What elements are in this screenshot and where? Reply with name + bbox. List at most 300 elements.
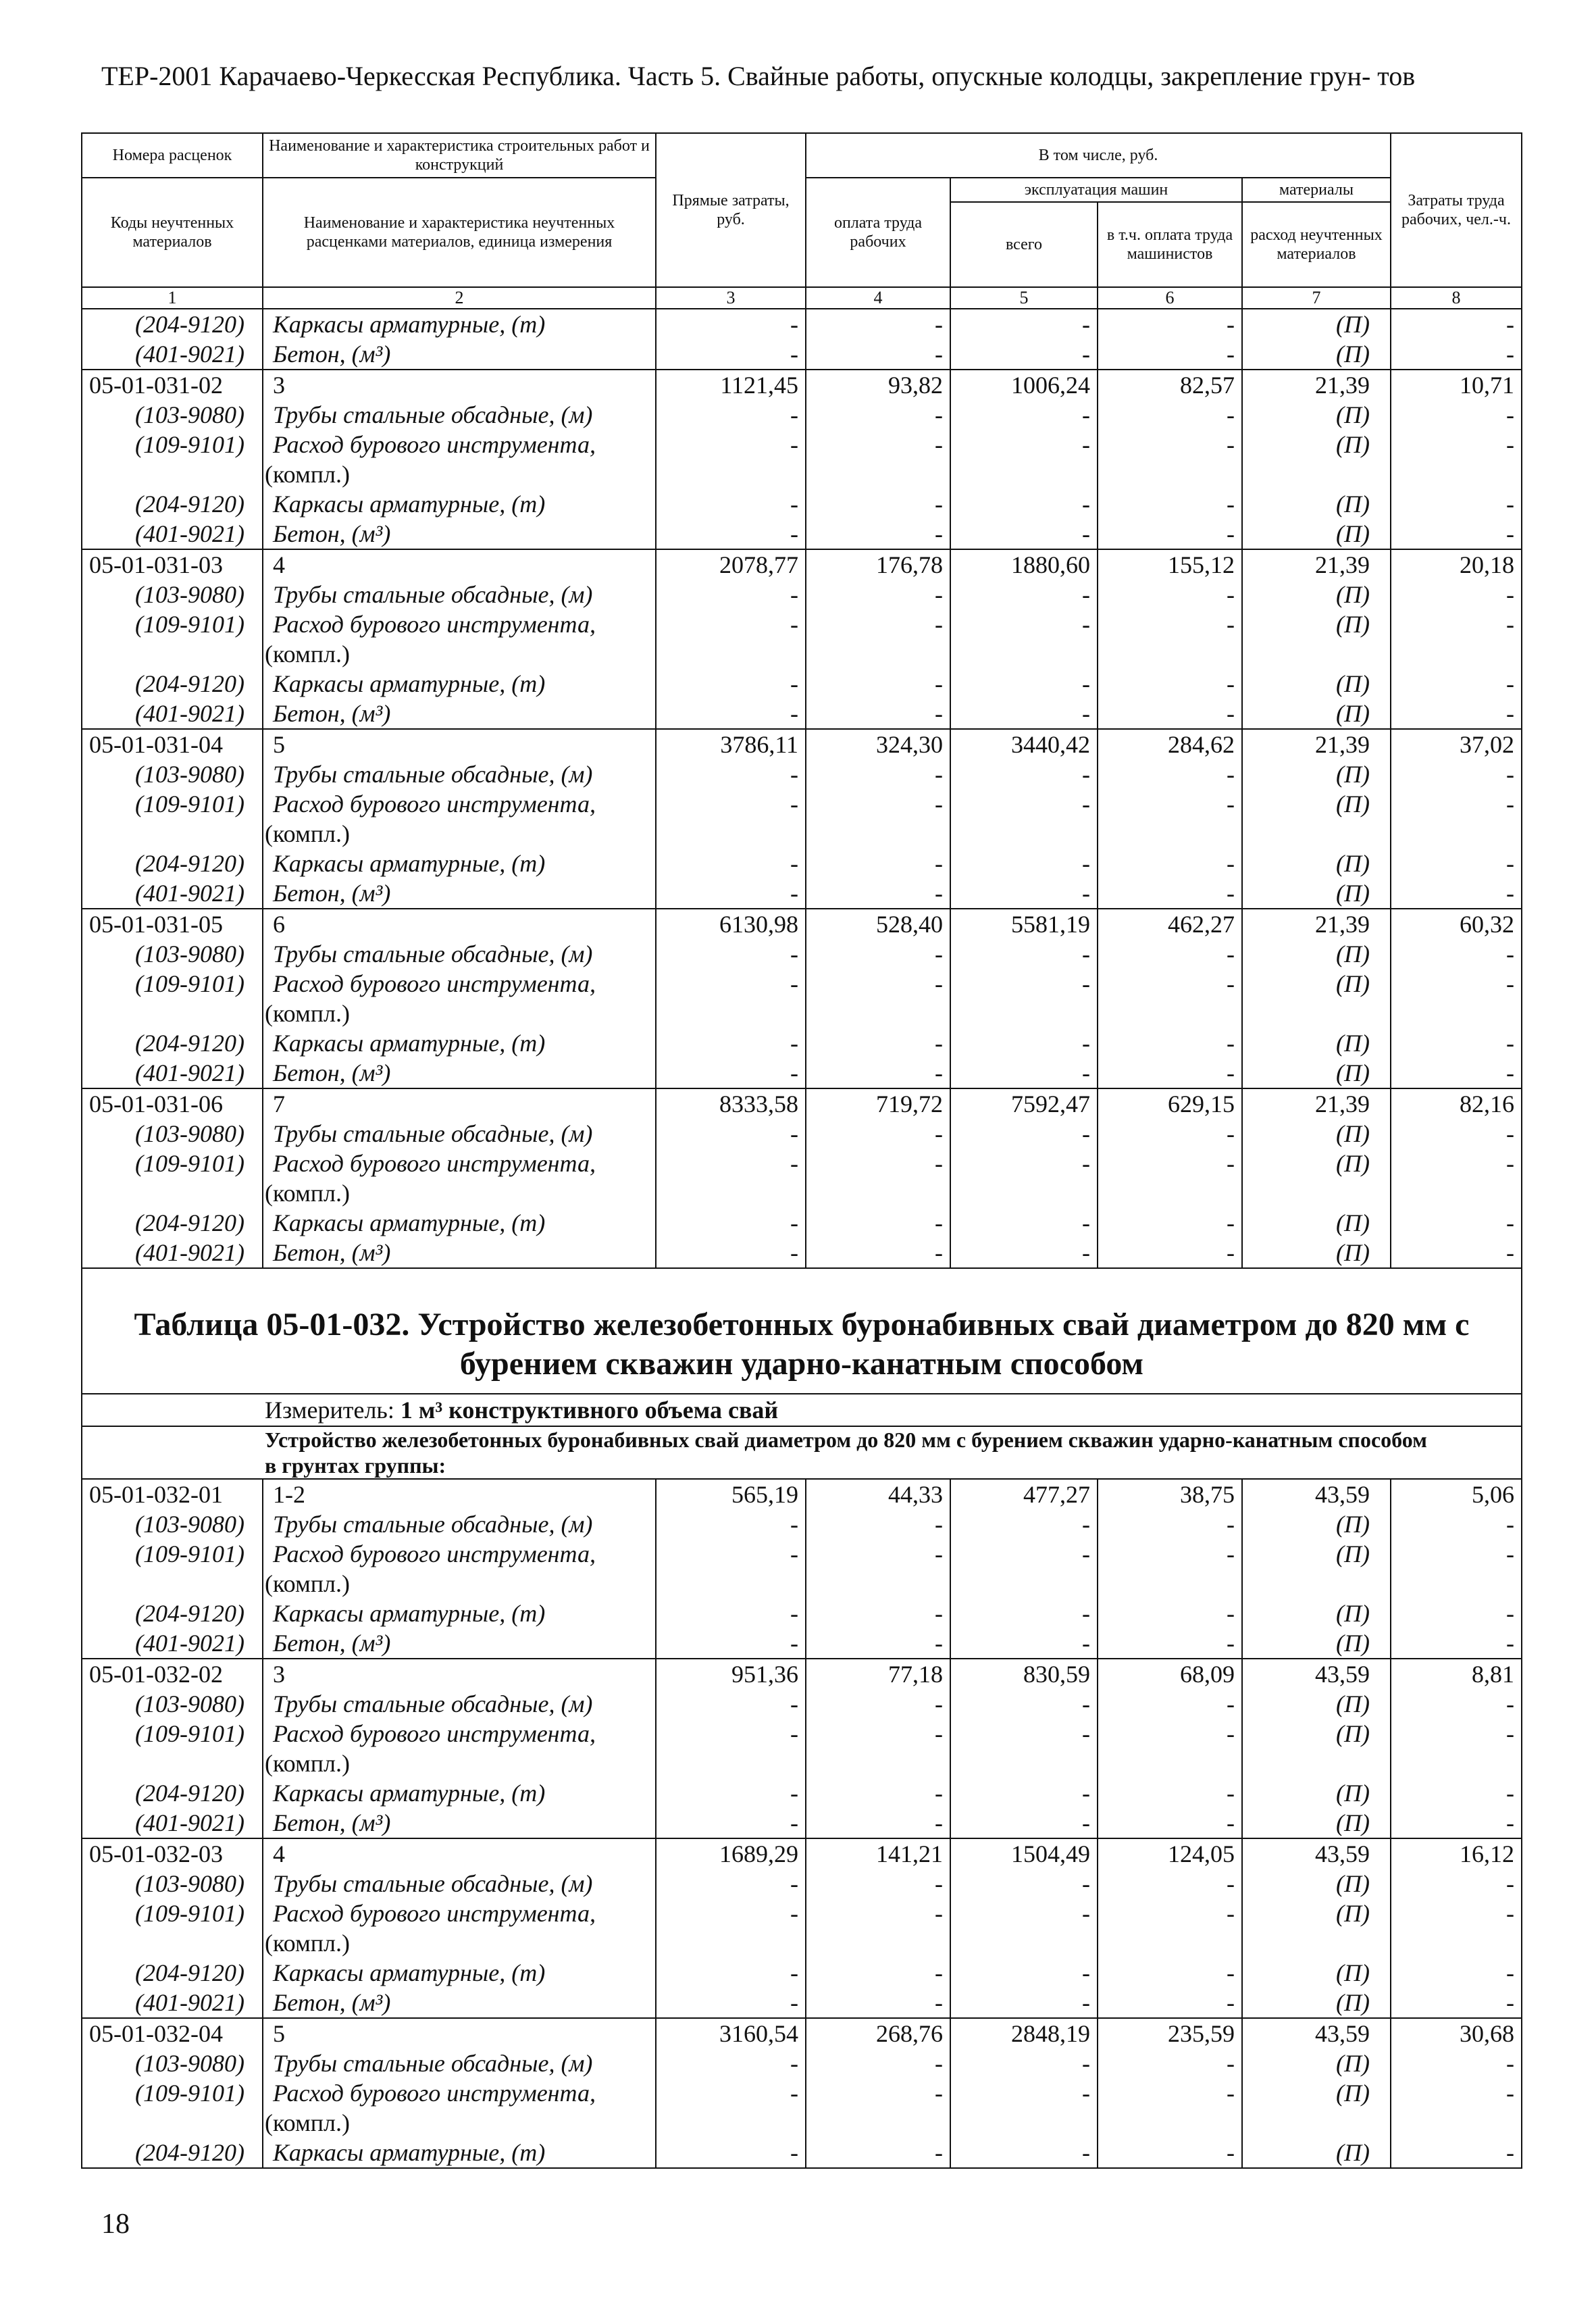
material-row <box>82 519 1522 549</box>
direct-costs-cell: - <box>656 1058 806 1088</box>
code-cell: (109-9101) <box>82 789 263 819</box>
materials-cell: (П) <box>1242 1869 1391 1898</box>
machines-total-cell <box>950 819 1098 849</box>
code-cell <box>82 1928 263 1958</box>
machinists-pay-cell: 235,59 <box>1098 2018 1242 2048</box>
name-cell: 6 <box>263 909 656 939</box>
machines-total-cell: - <box>950 1149 1098 1178</box>
direct-costs-cell <box>656 459 806 489</box>
direct-costs-cell <box>656 819 806 849</box>
machinists-pay-cell: - <box>1098 609 1242 639</box>
material-row <box>82 639 1522 669</box>
name-cell: (компл.) <box>263 639 656 669</box>
material-row <box>82 1958 1522 1988</box>
materials-cell: (П) <box>1242 1958 1391 1988</box>
labor-pay-cell: - <box>806 489 950 519</box>
labor-costs-cell: - <box>1391 2078 1522 2108</box>
materials-cell: (П) <box>1242 519 1391 549</box>
name-cell: Трубы стальные обсадные, (м) <box>263 1869 656 1898</box>
materials-cell: (П) <box>1242 400 1391 430</box>
machinists-pay-cell: - <box>1098 1028 1242 1058</box>
labor-pay-cell: 176,78 <box>806 549 950 580</box>
labor-costs-cell: - <box>1391 669 1522 699</box>
materials-cell: (П) <box>1242 2048 1391 2078</box>
labor-pay-cell <box>806 459 950 489</box>
labor-costs-cell: 16,12 <box>1391 1838 1522 1869</box>
labor-pay-cell: - <box>806 1238 950 1268</box>
machines-total-cell: 3440,42 <box>950 729 1098 759</box>
machines-total-cell <box>950 1178 1098 1208</box>
material-row <box>82 1749 1522 1778</box>
materials-cell: 43,59 <box>1242 1479 1391 1509</box>
material-row <box>82 1238 1522 1268</box>
machinists-pay-cell <box>1098 639 1242 669</box>
labor-pay-cell: - <box>806 1808 950 1838</box>
name-cell: Трубы стальные обсадные, (м) <box>263 1509 656 1539</box>
labor-pay-cell: - <box>806 2078 950 2108</box>
machinists-pay-cell: 462,27 <box>1098 909 1242 939</box>
machines-total-cell <box>950 1749 1098 1778</box>
labor-costs-cell: - <box>1391 489 1522 519</box>
direct-costs-cell: - <box>656 1628 806 1659</box>
materials-cell: (П) <box>1242 339 1391 370</box>
name-cell: Расход бурового инструмента, <box>263 2078 656 2108</box>
direct-costs-cell <box>656 1569 806 1599</box>
code-cell <box>82 1178 263 1208</box>
name-cell: Бетон, (м³) <box>263 1058 656 1088</box>
page-header: ТЕР-2001 Карачаево-Черкесская Республика. Часть 5. Свайные работы, опускные колодцы, закрепление грун- тов <box>101 61 1416 91</box>
machinists-pay-cell: - <box>1098 580 1242 609</box>
machines-total-cell <box>950 1928 1098 1958</box>
material-row <box>82 580 1522 609</box>
labor-costs-cell <box>1391 459 1522 489</box>
materials-cell: 21,39 <box>1242 370 1391 400</box>
machines-total-cell: - <box>950 789 1098 819</box>
material-row <box>82 489 1522 519</box>
name-cell: (компл.) <box>263 1928 656 1958</box>
direct-costs-cell: - <box>656 789 806 819</box>
price-table-container <box>81 132 1521 2169</box>
name-cell: (компл.) <box>263 1749 656 1778</box>
labor-pay-cell <box>806 999 950 1028</box>
machinists-pay-cell: - <box>1098 309 1242 339</box>
labor-pay-cell <box>806 639 950 669</box>
direct-costs-cell: - <box>656 1778 806 1808</box>
code-cell: (103-9080) <box>82 1869 263 1898</box>
machines-total-cell: 1880,60 <box>950 549 1098 580</box>
machines-total-cell: - <box>950 430 1098 459</box>
code-cell: 05-01-031-02 <box>82 370 263 400</box>
materials-cell <box>1242 1749 1391 1778</box>
labor-costs-cell: - <box>1391 789 1522 819</box>
machinists-pay-cell: - <box>1098 969 1242 999</box>
materials-cell: (П) <box>1242 1988 1391 2018</box>
labor-costs-cell: - <box>1391 1539 1522 1569</box>
materials-cell: (П) <box>1242 1808 1391 1838</box>
name-cell: Трубы стальные обсадные, (м) <box>263 1119 656 1149</box>
code-cell: (204-9120) <box>82 489 263 519</box>
direct-costs-cell: 2078,77 <box>656 549 806 580</box>
name-cell: Трубы стальные обсадные, (м) <box>263 1689 656 1719</box>
direct-costs-cell: - <box>656 1898 806 1928</box>
code-cell <box>82 2108 263 2138</box>
machinists-pay-cell: - <box>1098 2138 1242 2168</box>
machinists-pay-cell: - <box>1098 1719 1242 1749</box>
machines-total-cell: - <box>950 580 1098 609</box>
column-number: 4 <box>806 287 950 309</box>
name-cell: (компл.) <box>263 1178 656 1208</box>
labor-pay-cell: - <box>806 878 950 909</box>
name-cell: Расход бурового инструмента, <box>263 1898 656 1928</box>
machinists-pay-cell: - <box>1098 1898 1242 1928</box>
labor-costs-cell: - <box>1391 1028 1522 1058</box>
machinists-pay-cell: 155,12 <box>1098 549 1242 580</box>
code-cell: (103-9080) <box>82 759 263 789</box>
labor-pay-cell: - <box>806 699 950 729</box>
labor-costs-cell: 30,68 <box>1391 2018 1522 2048</box>
direct-costs-cell: - <box>656 519 806 549</box>
code-cell: (401-9021) <box>82 1628 263 1659</box>
name-cell: Каркасы арматурные, (т) <box>263 849 656 878</box>
labor-costs-cell <box>1391 1749 1522 1778</box>
materials-cell: (П) <box>1242 1898 1391 1928</box>
labor-costs-cell: - <box>1391 1719 1522 1749</box>
rate-row <box>82 1838 1522 1869</box>
machinists-pay-cell: 38,75 <box>1098 1479 1242 1509</box>
labor-pay-cell: - <box>806 609 950 639</box>
material-row <box>82 2108 1522 2138</box>
machines-total-cell: - <box>950 2078 1098 2108</box>
direct-costs-cell: - <box>656 878 806 909</box>
machinists-pay-cell: - <box>1098 400 1242 430</box>
rate-row <box>82 370 1522 400</box>
machinists-pay-cell <box>1098 1749 1242 1778</box>
machinists-pay-cell: 629,15 <box>1098 1088 1242 1119</box>
name-cell: Бетон, (м³) <box>263 339 656 370</box>
machines-total-cell: - <box>950 1719 1098 1749</box>
code-cell <box>82 639 263 669</box>
measure-unit-row <box>82 1394 1522 1426</box>
materials-cell: (П) <box>1242 1149 1391 1178</box>
machines-total-cell: - <box>950 849 1098 878</box>
code-cell: (109-9101) <box>82 2078 263 2108</box>
machines-total-cell <box>950 1569 1098 1599</box>
materials-cell: 21,39 <box>1242 549 1391 580</box>
labor-pay-cell <box>806 819 950 849</box>
code-cell: (401-9021) <box>82 699 263 729</box>
materials-cell: 43,59 <box>1242 1659 1391 1689</box>
code-cell: 05-01-031-05 <box>82 909 263 939</box>
name-cell: Каркасы арматурные, (т) <box>263 309 656 339</box>
materials-cell: (П) <box>1242 789 1391 819</box>
material-row <box>82 1569 1522 1599</box>
material-row <box>82 759 1522 789</box>
name-cell: 3 <box>263 370 656 400</box>
labor-costs-cell: - <box>1391 1958 1522 1988</box>
labor-costs-cell: 8,81 <box>1391 1659 1522 1689</box>
labor-costs-cell: - <box>1391 1869 1522 1898</box>
machines-total-cell: - <box>950 1869 1098 1898</box>
code-cell <box>82 1749 263 1778</box>
name-cell: Трубы стальные обсадные, (м) <box>263 580 656 609</box>
labor-costs-cell: - <box>1391 969 1522 999</box>
machines-total-cell: - <box>950 1539 1098 1569</box>
material-row <box>82 1208 1522 1238</box>
labor-costs-cell: 20,18 <box>1391 549 1522 580</box>
measure-unit-value: 1 м³ конструктивного объема свай <box>400 1397 779 1424</box>
materials-cell: (П) <box>1242 2138 1391 2168</box>
name-cell: 1-2 <box>263 1479 656 1509</box>
work-description-row <box>82 1426 1522 1479</box>
material-row <box>82 1898 1522 1928</box>
materials-cell: (П) <box>1242 1719 1391 1749</box>
name-cell: Бетон, (м³) <box>263 1808 656 1838</box>
direct-costs-cell: - <box>656 430 806 459</box>
materials-cell: (П) <box>1242 430 1391 459</box>
direct-costs-cell <box>656 1928 806 1958</box>
labor-costs-cell <box>1391 1178 1522 1208</box>
direct-costs-cell: - <box>656 759 806 789</box>
labor-costs-cell: - <box>1391 1988 1522 2018</box>
materials-cell: (П) <box>1242 1058 1391 1088</box>
code-cell: (204-9120) <box>82 849 263 878</box>
machinists-pay-cell <box>1098 999 1242 1028</box>
materials-cell: (П) <box>1242 1689 1391 1719</box>
labor-costs-cell: - <box>1391 1778 1522 1808</box>
direct-costs-cell <box>656 1178 806 1208</box>
labor-costs-cell <box>1391 999 1522 1028</box>
direct-costs-cell: - <box>656 849 806 878</box>
labor-pay-cell: - <box>806 580 950 609</box>
machinists-pay-cell: - <box>1098 1778 1242 1808</box>
machines-total-cell: - <box>950 1689 1098 1719</box>
labor-costs-cell: - <box>1391 1599 1522 1628</box>
labor-costs-cell: - <box>1391 1238 1522 1268</box>
machinists-pay-cell: - <box>1098 1238 1242 1268</box>
labor-costs-cell: 10,71 <box>1391 370 1522 400</box>
code-cell <box>82 999 263 1028</box>
materials-cell: (П) <box>1242 489 1391 519</box>
code-cell: 05-01-031-06 <box>82 1088 263 1119</box>
code-cell <box>82 459 263 489</box>
column-number: 1 <box>82 287 263 309</box>
name-cell: Каркасы арматурные, (т) <box>263 1028 656 1058</box>
direct-costs-cell: 1121,45 <box>656 370 806 400</box>
code-cell: (204-9120) <box>82 1028 263 1058</box>
direct-costs-cell: - <box>656 1808 806 1838</box>
machinists-pay-cell <box>1098 819 1242 849</box>
machinists-pay-cell: - <box>1098 1119 1242 1149</box>
name-cell: Каркасы арматурные, (т) <box>263 489 656 519</box>
direct-costs-cell: - <box>656 1238 806 1268</box>
code-cell: (103-9080) <box>82 1689 263 1719</box>
machines-total-cell: - <box>950 489 1098 519</box>
materials-cell: 21,39 <box>1242 1088 1391 1119</box>
name-cell: Расход бурового инструмента, <box>263 1539 656 1569</box>
header-name-top: Наименование и характеристика строительных работ и конструкций <box>263 133 656 178</box>
labor-costs-cell: - <box>1391 1058 1522 1088</box>
labor-costs-cell: - <box>1391 2138 1522 2168</box>
labor-pay-cell <box>806 1569 950 1599</box>
labor-pay-cell <box>806 2108 950 2138</box>
code-cell: 05-01-032-04 <box>82 2018 263 2048</box>
material-row <box>82 1539 1522 1569</box>
material-row <box>82 400 1522 430</box>
material-row <box>82 1628 1522 1659</box>
header-name-bottom: Наименование и характеристика неучтенных расценками материалов, единица измерения <box>263 178 656 287</box>
labor-costs-cell <box>1391 639 1522 669</box>
labor-costs-cell: 60,32 <box>1391 909 1522 939</box>
code-cell: 05-01-032-02 <box>82 1659 263 1689</box>
machinists-pay-cell: - <box>1098 789 1242 819</box>
code-cell: (109-9101) <box>82 1719 263 1749</box>
material-row <box>82 609 1522 639</box>
material-row <box>82 1719 1522 1749</box>
header-direct-costs: Прямые затраты, руб. <box>656 133 806 287</box>
materials-cell: (П) <box>1242 669 1391 699</box>
header-machinists-pay: в т.ч. оплата труда машинистов <box>1098 202 1242 287</box>
name-cell: Трубы стальные обсадные, (м) <box>263 2048 656 2078</box>
direct-costs-cell: - <box>656 1028 806 1058</box>
code-cell: (204-9120) <box>82 1958 263 1988</box>
machines-total-cell: - <box>950 1208 1098 1238</box>
code-cell: (204-9120) <box>82 1778 263 1808</box>
code-cell: 05-01-031-03 <box>82 549 263 580</box>
machines-total-cell <box>950 2108 1098 2138</box>
machines-total-cell: - <box>950 2048 1098 2078</box>
labor-costs-cell: - <box>1391 309 1522 339</box>
materials-cell: (П) <box>1242 1028 1391 1058</box>
machines-total-cell: - <box>950 1778 1098 1808</box>
machinists-pay-cell: - <box>1098 759 1242 789</box>
labor-pay-cell: - <box>806 1778 950 1808</box>
table-section-title-row <box>82 1268 1522 1394</box>
code-cell: 05-01-032-01 <box>82 1479 263 1509</box>
code-cell <box>82 819 263 849</box>
direct-costs-cell: - <box>656 339 806 370</box>
machines-total-cell: - <box>950 1599 1098 1628</box>
code-cell: (109-9101) <box>82 1539 263 1569</box>
materials-cell <box>1242 999 1391 1028</box>
machinists-pay-cell: 284,62 <box>1098 729 1242 759</box>
direct-costs-cell <box>656 999 806 1028</box>
labor-pay-cell: - <box>806 339 950 370</box>
table-header <box>82 133 1522 309</box>
page-number: 18 <box>101 2209 130 2240</box>
code-cell: 05-01-032-03 <box>82 1838 263 1869</box>
material-row <box>82 339 1522 370</box>
material-row <box>82 1149 1522 1178</box>
labor-costs-cell: - <box>1391 1808 1522 1838</box>
rate-row <box>82 549 1522 580</box>
machines-total-cell: - <box>950 2138 1098 2168</box>
machinists-pay-cell <box>1098 1928 1242 1958</box>
labor-pay-cell: 324,30 <box>806 729 950 759</box>
name-cell: Бетон, (м³) <box>263 1988 656 2018</box>
measure-unit <box>82 1394 1522 1426</box>
material-row <box>82 1028 1522 1058</box>
materials-cell: (П) <box>1242 609 1391 639</box>
code-cell: (204-9120) <box>82 309 263 339</box>
labor-pay-cell: - <box>806 309 950 339</box>
code-cell: (103-9080) <box>82 2048 263 2078</box>
direct-costs-cell: - <box>656 400 806 430</box>
labor-costs-cell: - <box>1391 430 1522 459</box>
labor-pay-cell: - <box>806 1599 950 1628</box>
machines-total-cell <box>950 639 1098 669</box>
labor-costs-cell: - <box>1391 1119 1522 1149</box>
materials-cell: (П) <box>1242 699 1391 729</box>
machines-total-cell: - <box>950 1898 1098 1928</box>
machinists-pay-cell: - <box>1098 2078 1242 2108</box>
name-cell: Трубы стальные обсадные, (м) <box>263 400 656 430</box>
name-cell: (компл.) <box>263 2108 656 2138</box>
material-row <box>82 939 1522 969</box>
code-cell: (401-9021) <box>82 878 263 909</box>
table-section-title: Таблица 05-01-032. Устройство железобетонных буронабивных свай диаметром до 820 мм с бурением скважин ударно-канатным способом <box>82 1268 1522 1394</box>
name-cell: Бетон, (м³) <box>263 878 656 909</box>
materials-cell <box>1242 2108 1391 2138</box>
code-cell: (103-9080) <box>82 400 263 430</box>
name-cell: Бетон, (м³) <box>263 1238 656 1268</box>
direct-costs-cell: - <box>656 1958 806 1988</box>
machinists-pay-cell: - <box>1098 878 1242 909</box>
material-row <box>82 1808 1522 1838</box>
labor-pay-cell <box>806 1928 950 1958</box>
machines-total-cell: - <box>950 1628 1098 1659</box>
materials-cell: (П) <box>1242 878 1391 909</box>
material-row <box>82 1178 1522 1208</box>
material-row <box>82 669 1522 699</box>
labor-costs-cell: 5,06 <box>1391 1479 1522 1509</box>
machines-total-cell: - <box>950 939 1098 969</box>
labor-costs-cell: - <box>1391 759 1522 789</box>
machinists-pay-cell: 124,05 <box>1098 1838 1242 1869</box>
machines-total-cell: - <box>950 309 1098 339</box>
direct-costs-cell: - <box>656 969 806 999</box>
machinists-pay-cell: - <box>1098 430 1242 459</box>
machines-total-cell: - <box>950 519 1098 549</box>
column-number: 8 <box>1391 287 1522 309</box>
labor-pay-cell: - <box>806 1898 950 1928</box>
machinists-pay-cell: - <box>1098 2048 1242 2078</box>
header-code-bottom: Коды неучтенных материалов <box>82 178 263 287</box>
labor-costs-cell: - <box>1391 400 1522 430</box>
machines-total-cell: - <box>950 400 1098 430</box>
name-cell: 3 <box>263 1659 656 1689</box>
materials-cell: (П) <box>1242 1509 1391 1539</box>
direct-costs-cell: - <box>656 1509 806 1539</box>
column-numbers-row <box>82 287 1522 309</box>
work-description: Устройство железобетонных буронабивных свай диаметром до 820 мм с бурением скважин ударно-канатным способом в грунтах группы: <box>82 1426 1522 1479</box>
material-row <box>82 789 1522 819</box>
rate-row <box>82 729 1522 759</box>
material-row <box>82 969 1522 999</box>
labor-pay-cell: - <box>806 939 950 969</box>
labor-pay-cell: - <box>806 1028 950 1058</box>
machinists-pay-cell <box>1098 2108 1242 2138</box>
direct-costs-cell: - <box>656 489 806 519</box>
machines-total-cell: 1006,24 <box>950 370 1098 400</box>
code-cell: (204-9120) <box>82 2138 263 2168</box>
name-cell: 5 <box>263 729 656 759</box>
name-cell: (компл.) <box>263 999 656 1028</box>
machinists-pay-cell: - <box>1098 1599 1242 1628</box>
direct-costs-cell: 1689,29 <box>656 1838 806 1869</box>
name-cell: Расход бурового инструмента, <box>263 789 656 819</box>
labor-pay-cell: - <box>806 1869 950 1898</box>
labor-costs-cell: - <box>1391 519 1522 549</box>
